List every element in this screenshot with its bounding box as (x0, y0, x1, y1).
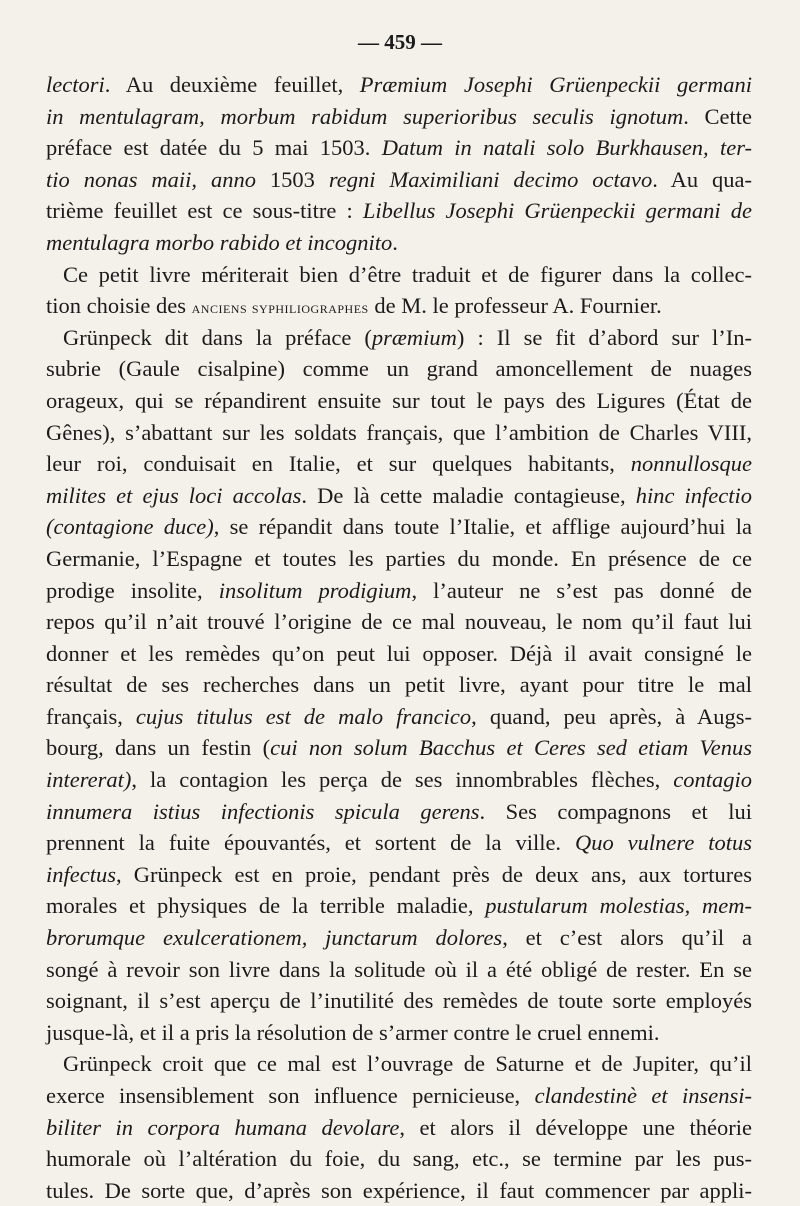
text-line (46, 732, 752, 764)
text-line (46, 1017, 752, 1049)
text-line (46, 1048, 752, 1080)
latin-quote: innumera istius infectionis spicula gerens (46, 798, 480, 824)
latin-quote: Datum in natali solo Burkhausen, ter- (381, 135, 752, 161)
text-line (46, 132, 752, 164)
text-run: subrie (Gaule cisalpine) comme un grand amoncellement de nuages (46, 356, 752, 382)
text-run: . (392, 229, 398, 255)
page-number: — 459 — (358, 30, 442, 54)
text-line (46, 922, 752, 954)
text-line (46, 1080, 752, 1112)
text-run: , quand, peu après, à Augs- (471, 703, 753, 729)
text-line (46, 575, 752, 607)
latin-quote: lectori (46, 72, 105, 97)
text-run: , et alors il développe une théorie (399, 1114, 752, 1140)
text-run: donner et les remèdes qu’on peut lui opposer. Déjà il avait consigné le (46, 640, 752, 666)
text-run: leur roi, conduisait en Italie, et sur quelques habitants, (46, 451, 631, 477)
text-line (46, 1143, 752, 1175)
text-run: . Au deuxième feuillet, (104, 72, 360, 97)
small-caps-title: anciens syphiliographes (191, 298, 369, 318)
text-run: . Au qua- (652, 166, 753, 192)
text-run: résultat de ses recherches dans un petit livre, ayant pour titre le mal (46, 672, 752, 698)
latin-quote: infectus (46, 861, 116, 887)
text-line (46, 859, 752, 891)
text-line (46, 827, 752, 859)
text-line (46, 669, 752, 701)
latin-quote: biliter in corpora humana devolare (46, 1114, 400, 1140)
text-line (46, 417, 752, 449)
latin-quote: in mentulagram, morbum rabidum superioribus seculis ignotum (46, 103, 684, 129)
text-line (46, 480, 752, 512)
text-line (46, 353, 752, 385)
text-run: Grünpeck dit dans la préface ( (63, 324, 372, 350)
text-line (46, 543, 752, 575)
text-line (46, 890, 752, 922)
latin-quote: clandestinè et insensi- (534, 1083, 753, 1108)
text-line (46, 290, 752, 322)
text-run: morales et physiques de la terrible maladie, (46, 893, 486, 919)
latin-quote: intererat) (46, 767, 132, 793)
text-run: tion choisie des (46, 293, 192, 319)
latin-quote: mentulagra morbo rabido et incognito (46, 229, 393, 255)
text-run: humorale où l’altération du foie, du sang, etc., se termine par les pus- (46, 1146, 752, 1172)
latin-quote: (contagione duce) (46, 514, 214, 540)
text-line (46, 985, 752, 1017)
text-run: Ce petit livre mériterait bien d’être traduit et de figurer dans la collec- (63, 261, 752, 287)
text-run: de M. le professeur A. Fournier. (368, 293, 662, 319)
text-run: trième feuillet est ce sous-titre : (46, 198, 363, 224)
text-run: , la contagion les perça de ses innombrables flèches, (131, 767, 674, 793)
text-run: orageux, qui se répandirent ensuite sur tout le pays des Ligures (État de (46, 387, 752, 413)
text-run: soignant, il s’est aperçu de l’inutilité des remèdes de toute sorte employés (46, 988, 752, 1014)
text-run: . Ses compagnons et lui (479, 798, 752, 824)
text-run: Germanie, l’Espagne et toutes les parties du monde. En présence de ce (46, 545, 752, 571)
text-run: préface est datée du 5 mai 1503. (46, 135, 382, 161)
text-line (46, 195, 752, 227)
text-line (46, 164, 752, 196)
latin-quote: Præmium Josephi Grüenpeckii germani (359, 72, 752, 97)
text-line (46, 1112, 752, 1144)
latin-quote: Libellus Josephi Grüenpeckii germani de (362, 198, 752, 224)
text-line (46, 511, 752, 543)
latin-quote: contagio (673, 767, 752, 793)
text-line (46, 101, 752, 133)
text-run: français, (46, 703, 136, 729)
latin-quote: hinc infectio (635, 482, 753, 508)
text-line (46, 606, 752, 638)
text-run: prennent la fuite épouvantés, et sortent de la ville. (46, 830, 575, 856)
text-run: Gênes), s’abattant sur les soldats français, que l’ambition de Charles VIII, (46, 419, 752, 445)
latin-quote: pustularum molestias, mem- (485, 893, 752, 919)
text-run: . Cette (683, 103, 752, 129)
latin-quote: brorumque exulcerationem, junctarum dolores (46, 925, 503, 951)
text-line (46, 448, 752, 480)
latin-quote: tio nonas maii, anno (46, 166, 270, 192)
text-line (46, 69, 752, 101)
text-run: ) : Il se fit d’abord sur l’In- (456, 324, 752, 350)
text-line (46, 385, 752, 417)
text-run: tules. De sorte que, d’après son expérience, il faut commencer par appli- (46, 1177, 752, 1203)
latin-quote: milites et ejus loci accolas (46, 482, 302, 508)
text-run: bourg, dans un festin ( (46, 735, 271, 761)
text-run: repos qu’il n’ait trouvé l’origine de ce mal nouveau, le nom qu’il faut lui (46, 609, 752, 635)
text-run: 1503 (269, 166, 329, 192)
text-run: , Grünpeck est en proie, pendant près de deux ans, aux tortures (115, 861, 752, 887)
text-run: exerce insensiblement son influence pernicieuse, (46, 1083, 535, 1108)
text-line (46, 764, 752, 796)
latin-quote: Quo vulnere totus (575, 830, 753, 856)
text-run: prodige insolite, (46, 577, 219, 603)
text-line (46, 227, 752, 259)
text-line (46, 1175, 752, 1206)
text-line (46, 259, 752, 291)
text-line (46, 954, 752, 986)
text-line (46, 796, 752, 828)
latin-quote: cujus titulus est de malo francico (135, 703, 472, 729)
text-run: , l’auteur ne s’est pas donné de (411, 577, 752, 603)
text-run: Grünpeck croit que ce mal est l’ouvrage de Saturne et de Jupiter, qu’il (63, 1051, 752, 1077)
text-run: songé à revoir son livre dans la solitude où il a été obligé de rester. En se (46, 956, 752, 982)
latin-quote: insolitum prodigium (218, 577, 412, 603)
body-text (46, 69, 752, 1206)
text-run: , et c’est alors qu’il a (502, 925, 752, 951)
text-run: , se répandit dans toute l’Italie, et afflige aujourd’hui la (213, 514, 752, 540)
text-run: . De là cette maladie contagieuse, (301, 482, 636, 508)
text-line (46, 701, 752, 733)
latin-quote: nonnullosque (630, 451, 752, 477)
latin-quote: cui non solum Bacchus et Ceres sed etiam Venus (270, 735, 752, 761)
latin-quote: præmium (371, 324, 457, 350)
text-run: jusque-là, et il a pris la résolution de s’armer contre le cruel ennemi. (46, 1019, 660, 1045)
latin-quote: regni Maximiliani decimo octavo (328, 166, 653, 192)
text-line (46, 638, 752, 670)
text-line (46, 322, 752, 354)
